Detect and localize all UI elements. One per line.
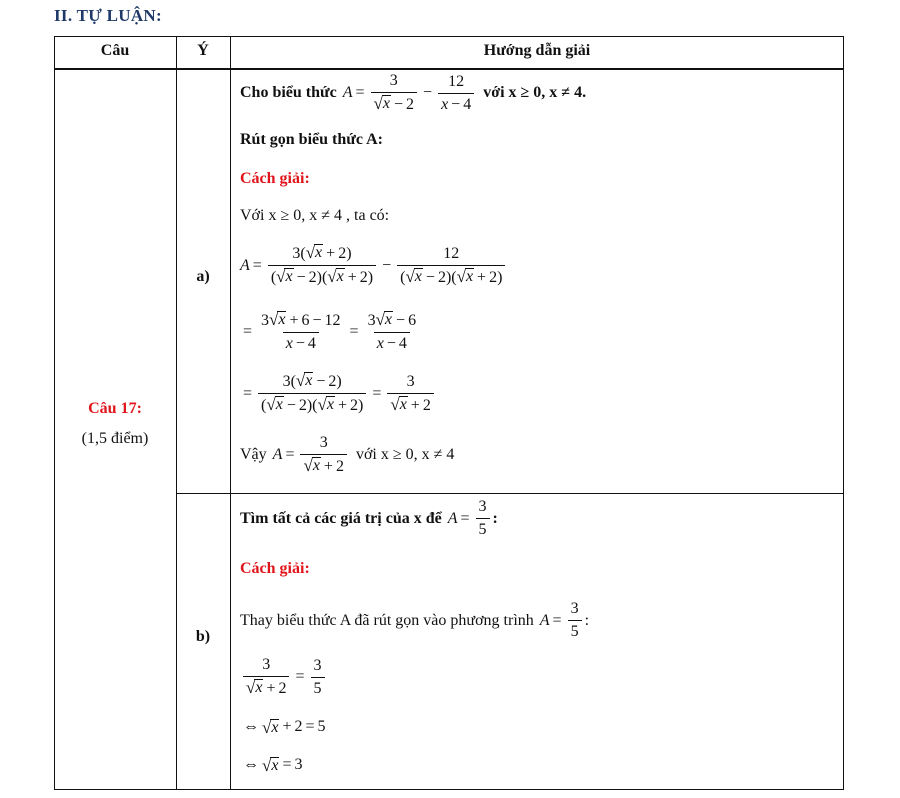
section-title: II. TỰ LUẬN: bbox=[54, 6, 162, 25]
method-a: Cách giải: bbox=[240, 170, 310, 187]
header-cau: Câu bbox=[100, 42, 130, 59]
header-y: Ý bbox=[197, 42, 209, 59]
substitute-line: Thay biểu thức A đã rút gọn vào phương trình A = $\frac{3}{5}$ : bbox=[240, 600, 590, 640]
task-b: Tìm tất cả các giá trị của x để A = $\frac{3}{5}$ : bbox=[240, 498, 498, 538]
given-condition: với x ≥ 0, x ≠ 4. bbox=[483, 84, 587, 101]
step-2: = 3 √ x + 6 − 12 x − 4 = 3 √ x − 6 x − 4 bbox=[243, 310, 417, 352]
table-border-bottom bbox=[54, 789, 844, 790]
part-a-label: a) bbox=[196, 268, 210, 285]
given-lead: Cho biểu thức bbox=[240, 84, 337, 101]
question-label: Câu 17: bbox=[88, 400, 142, 417]
column-divider-1 bbox=[176, 36, 177, 790]
table-border-right bbox=[843, 36, 844, 790]
task-b-text: Tìm tất cả các giá trị của x để bbox=[240, 509, 442, 527]
method-b: Cách giải: bbox=[240, 560, 310, 577]
substitute-text: Thay biểu thức A đã rút gọn vào phương trình bbox=[240, 611, 534, 629]
step-1: A = 3( √ x + 2) ( √ x − 2)( √ x + 2) − 12 ( √ x − 2)( √ x + 2) bbox=[240, 244, 508, 287]
conclusion-a: Vậy A = 3 √ x + 2 với x ≥ 0, x ≠ 4 bbox=[240, 434, 455, 475]
given-expression: Cho biểu thức A = 3 √ x − 2 − $\frac{12}{x - 4}$ với x ≥ 0, x ≠ 4. bbox=[240, 72, 587, 113]
part-b-label: b) bbox=[195, 628, 211, 645]
conclusion-lead: Vậy bbox=[240, 446, 267, 463]
part-divider bbox=[176, 493, 844, 494]
equation-b-3: ⇔ √ x = 3 bbox=[243, 755, 303, 775]
task-a: Rút gọn biểu thức A: bbox=[240, 131, 383, 148]
solution-table bbox=[54, 36, 844, 790]
conclusion-condition: với x ≥ 0, x ≠ 4 bbox=[355, 446, 455, 463]
question-points: (1,5 điểm) bbox=[81, 430, 149, 447]
header-divider bbox=[54, 68, 844, 70]
header-huong-dan: Hướng dẫn giải bbox=[483, 42, 591, 59]
with-condition: Với x ≥ 0, x ≠ 4 , ta có: bbox=[240, 207, 390, 224]
equation-b-2: ⇔ √ x + 2 = 5 bbox=[243, 717, 326, 737]
step-3: = 3( √ x − 2) ( √ x − 2)( √ x + 2) = 3 √ x + 2 bbox=[240, 372, 437, 415]
column-divider-2 bbox=[230, 36, 231, 790]
equation-b-1: 3 √ x + 2 = $\frac{3}{5}$ bbox=[240, 656, 328, 698]
